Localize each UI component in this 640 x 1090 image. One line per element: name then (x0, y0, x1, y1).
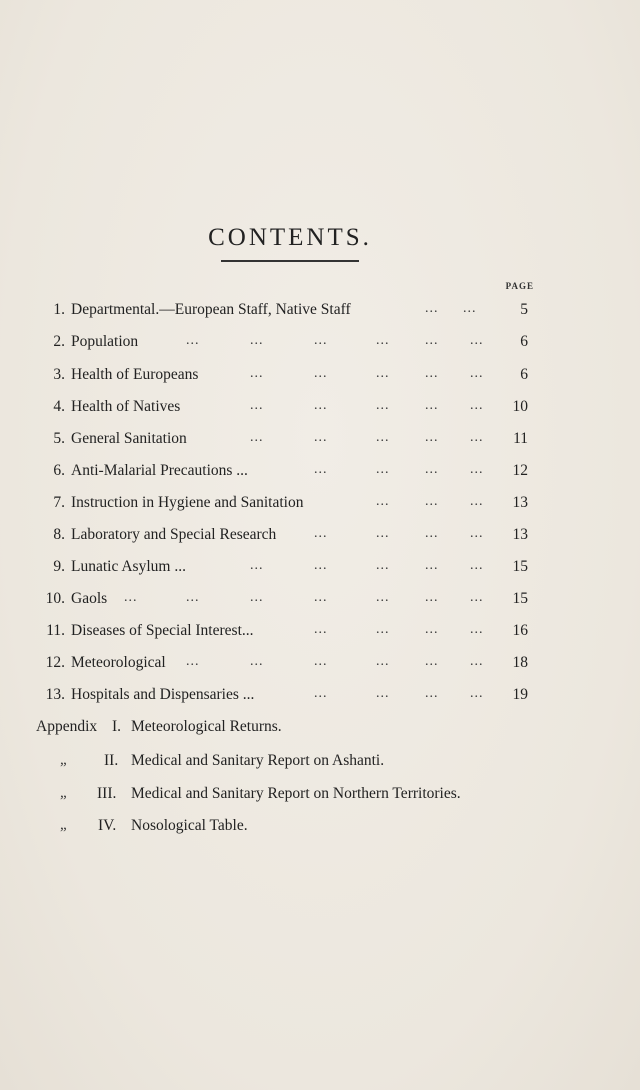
dot-leader: ... (376, 622, 390, 637)
entry-page-number: 10 (512, 398, 528, 415)
dot-leader: ... (425, 333, 439, 348)
dot-leader: ... (250, 590, 264, 605)
toc-entry-6 (0, 462, 640, 482)
dot-leader: ... (470, 398, 484, 413)
ditto-mark: „ (60, 817, 67, 833)
toc-entry-11 (0, 622, 640, 642)
dot-leader: ... (250, 398, 264, 413)
dot-leader: ... (250, 366, 264, 381)
dot-leader: ... (425, 430, 439, 445)
entry-page-number: 18 (512, 654, 528, 671)
dot-leader: ... (470, 686, 484, 701)
dot-leader: ... (250, 654, 264, 669)
toc-entry-9 (0, 558, 640, 578)
entry-number: 9. (53, 558, 65, 575)
dot-leader: ... (470, 622, 484, 637)
appendix-numeral: III. (97, 785, 117, 802)
entry-number: 2. (53, 333, 65, 350)
dot-leader: ... (376, 590, 390, 605)
dot-leader: ... (376, 366, 390, 381)
dot-leader: ... (314, 526, 328, 541)
entry-page-number: 15 (512, 590, 528, 607)
toc-entry-8 (0, 526, 640, 546)
dot-leader: ... (376, 654, 390, 669)
entry-title: Health of Europeans (71, 366, 199, 383)
dot-leader: ... (376, 333, 390, 348)
entry-page-number: 16 (512, 622, 528, 639)
entry-number: 5. (53, 430, 65, 447)
dot-leader: ... (186, 590, 200, 605)
dot-leader: ... (463, 301, 477, 316)
dot-leader: ... (425, 686, 439, 701)
appendix-item-4 (0, 817, 640, 837)
dot-leader: ... (470, 494, 484, 509)
entry-number: 4. (53, 398, 65, 415)
entry-title: Hospitals and Dispensaries ... (71, 686, 255, 703)
dot-leader: ... (186, 654, 200, 669)
entry-title: Gaols (71, 590, 108, 607)
page-column-header: PAGE (505, 281, 534, 291)
dot-leader: ... (314, 333, 328, 348)
entry-page-number: 13 (512, 494, 528, 511)
toc-entry-13 (0, 686, 640, 706)
entry-title: Population (71, 333, 139, 350)
dot-leader: ... (376, 686, 390, 701)
dot-leader: ... (470, 430, 484, 445)
dot-leader: ... (314, 398, 328, 413)
entry-number: 7. (53, 494, 65, 511)
dot-leader: ... (376, 558, 390, 573)
dot-leader: ... (425, 558, 439, 573)
entry-number: 1. (53, 301, 65, 318)
dot-leader: ... (425, 301, 439, 316)
entry-number: 3. (53, 366, 65, 383)
dot-leader: ... (425, 366, 439, 381)
dot-leader: ... (314, 366, 328, 381)
entry-number: 12. (45, 654, 65, 671)
appendix-heading: Appendix (36, 718, 98, 735)
dot-leader: ... (250, 558, 264, 573)
dot-leader: ... (314, 654, 328, 669)
dot-leader: ... (470, 333, 484, 348)
appendix-title: Medical and Sanitary Report on Northern Territories. (131, 785, 461, 802)
entry-title: General Sanitation (71, 430, 187, 447)
appendix-title: Meteorological Returns. (131, 718, 282, 735)
dot-leader: ... (425, 398, 439, 413)
dot-leader: ... (376, 526, 390, 541)
dot-leader: ... (376, 462, 390, 477)
dot-leader: ... (376, 430, 390, 445)
entry-page-number: 6 (520, 366, 528, 383)
entry-title: Diseases of Special Interest... (71, 622, 254, 639)
entry-title: Instruction in Hygiene and Sanitation (71, 494, 304, 511)
toc-entry-2 (0, 333, 640, 353)
appendix-title: Medical and Sanitary Report on Ashanti. (131, 752, 385, 769)
dot-leader: ... (470, 366, 484, 381)
entry-title: Anti-Malarial Precautions ... (71, 462, 248, 479)
entry-page-number: 15 (512, 558, 528, 575)
dot-leader: ... (470, 590, 484, 605)
entry-number: 6. (53, 462, 65, 479)
dot-leader: ... (376, 398, 390, 413)
entry-page-number: 19 (512, 686, 528, 703)
entry-page-number: 12 (512, 462, 528, 479)
dot-leader: ... (425, 622, 439, 637)
entry-title: Laboratory and Special Research (71, 526, 277, 543)
entry-page-number: 6 (520, 333, 528, 350)
toc-entry-7 (0, 494, 640, 514)
dot-leader: ... (250, 333, 264, 348)
dot-leader: ... (314, 430, 328, 445)
entry-number: 10. (45, 590, 65, 607)
entry-number: 8. (53, 526, 65, 543)
entry-title: Health of Natives (71, 398, 181, 415)
entry-page-number: 5 (520, 301, 528, 318)
dot-leader: ... (425, 494, 439, 509)
title-underline (221, 260, 359, 262)
dot-leader: ... (470, 526, 484, 541)
toc-entry-4 (0, 398, 640, 418)
entry-page-number: 13 (512, 526, 528, 543)
dot-leader: ... (425, 526, 439, 541)
entry-title: Lunatic Asylum ... (71, 558, 186, 575)
dot-leader: ... (186, 333, 200, 348)
dot-leader: ... (376, 494, 390, 509)
toc-entry-3 (0, 366, 640, 386)
appendix-title: Nosological Table. (131, 817, 248, 834)
appendix-item-3 (0, 785, 640, 805)
entry-number: 13. (45, 686, 65, 703)
appendix-numeral: II. (104, 752, 119, 769)
dot-leader: ... (250, 430, 264, 445)
entry-number: 11. (46, 622, 65, 639)
entry-title: Meteorological (71, 654, 166, 671)
toc-entry-10 (0, 590, 640, 610)
dot-leader: ... (314, 622, 328, 637)
entry-page-number: 11 (513, 430, 528, 447)
dot-leader: ... (425, 654, 439, 669)
dot-leader: ... (124, 590, 138, 605)
ditto-mark: „ (60, 785, 67, 801)
toc-entry-1 (0, 301, 640, 321)
dot-leader: ... (470, 558, 484, 573)
toc-entry-12 (0, 654, 640, 674)
dot-leader: ... (314, 686, 328, 701)
appendix-numeral: IV. (98, 817, 117, 834)
page-title: CONTENTS. (208, 224, 372, 251)
dot-leader: ... (314, 558, 328, 573)
appendix-item-1 (0, 718, 640, 738)
ditto-mark: „ (60, 752, 67, 768)
dot-leader: ... (425, 590, 439, 605)
dot-leader: ... (470, 654, 484, 669)
dot-leader: ... (314, 590, 328, 605)
dot-leader: ... (314, 462, 328, 477)
appendix-numeral: I. (112, 718, 122, 735)
appendix-item-2 (0, 752, 640, 772)
toc-entry-5 (0, 430, 640, 450)
dot-leader: ... (470, 462, 484, 477)
dot-leader: ... (425, 462, 439, 477)
entry-title: Departmental.—European Staff, Native Staff (71, 301, 351, 318)
